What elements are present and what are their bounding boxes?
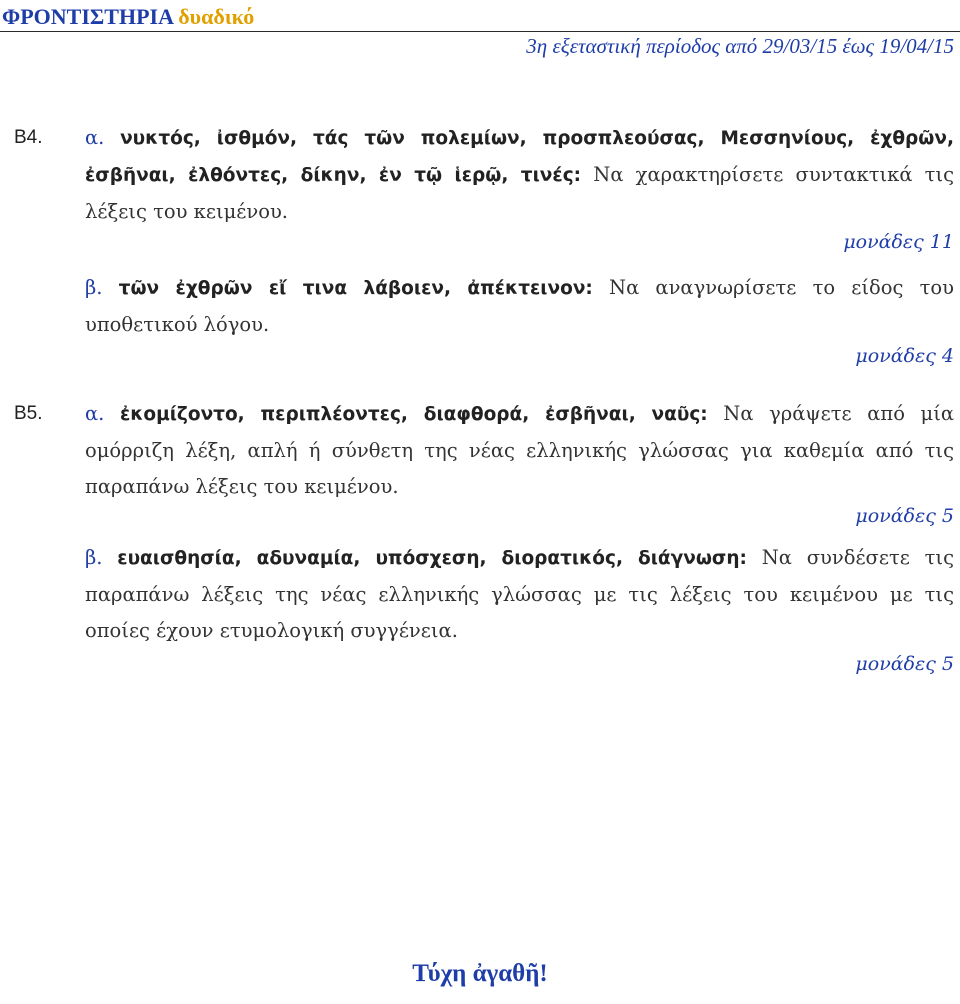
question-b5-a [85, 396, 954, 505]
brand-sub: δυαδικό [178, 4, 255, 29]
subquestion-marker: α. [85, 402, 105, 425]
ancient-terms: νυκτός, ἰσθμόν, τάς τῶν πολεμίων, προσπλεούσας, Μεσσηνίους, ἐχθρῶν, ἐσβῆναι, ἐλθόντες, δίκην, ἐν τῷ ἱερῷ, τινές: [85, 128, 955, 186]
ancient-terms: ἐκομίζοντο, περιπλέοντες, διαφθορά, ἐσβῆναι, ναῦς: [119, 404, 708, 425]
instruction-text: Να συνδέσετε τις παραπάνω λέξεις της νέας ελληνικής γλώσσας με τις λέξεις του κειμένου με τις οποίες έχουν ετυμολογική συγγένεια. [85, 546, 954, 642]
subquestion-marker: β. [85, 276, 103, 299]
header-divider [0, 31, 960, 32]
question-b4-b [85, 270, 954, 343]
subquestion-marker: β. [85, 546, 103, 569]
points-label: μονάδες 11 [843, 231, 954, 253]
instruction-text: Να αναγνωρίσετε το είδος του υποθετικού λόγου. [85, 276, 954, 336]
brand-main: ΦΡΟΝΤΙΣΤΗΡΙΑ [2, 4, 173, 29]
brand-logo [2, 4, 254, 30]
question-label-b4: B4. [14, 127, 43, 148]
closing-wish: Τύχη ἀγαθῆ! [412, 960, 548, 987]
page-header [0, 0, 960, 70]
question-b5-b [85, 540, 954, 649]
ancient-terms: τῶν ἐχθρῶν εἴ τινα λάβοιεν, ἀπέκτεινον: [118, 278, 593, 299]
points-label: μονάδες 5 [855, 505, 954, 527]
exam-period: 3η εξεταστική περίοδος από 29/03/15 έως 19/04/15 [526, 34, 954, 58]
instruction-text: Να γράψετε από μία ομόρριζη λέξη, απλή ή σύνθετη της νέας ελληνικής γλώσσας για καθεμία από τις παραπάνω λέξεις του κειμένου. [85, 402, 955, 498]
question-b4-a [85, 120, 954, 230]
modern-terms: ευαισθησία, αδυναμία, υπόσχεση, διορατικός, διάγνωση: [117, 548, 747, 569]
question-b5 [0, 396, 958, 686]
points-label: μονάδες 4 [855, 345, 954, 367]
instruction-text: Να χαρακτηρίσετε συντακτικά τις λέξεις του κειμένου. [85, 163, 955, 223]
subquestion-marker: α. [85, 126, 105, 149]
question-b4 [0, 120, 958, 370]
question-label-b5: B5. [14, 403, 43, 424]
points-label: μονάδες 5 [855, 653, 954, 675]
